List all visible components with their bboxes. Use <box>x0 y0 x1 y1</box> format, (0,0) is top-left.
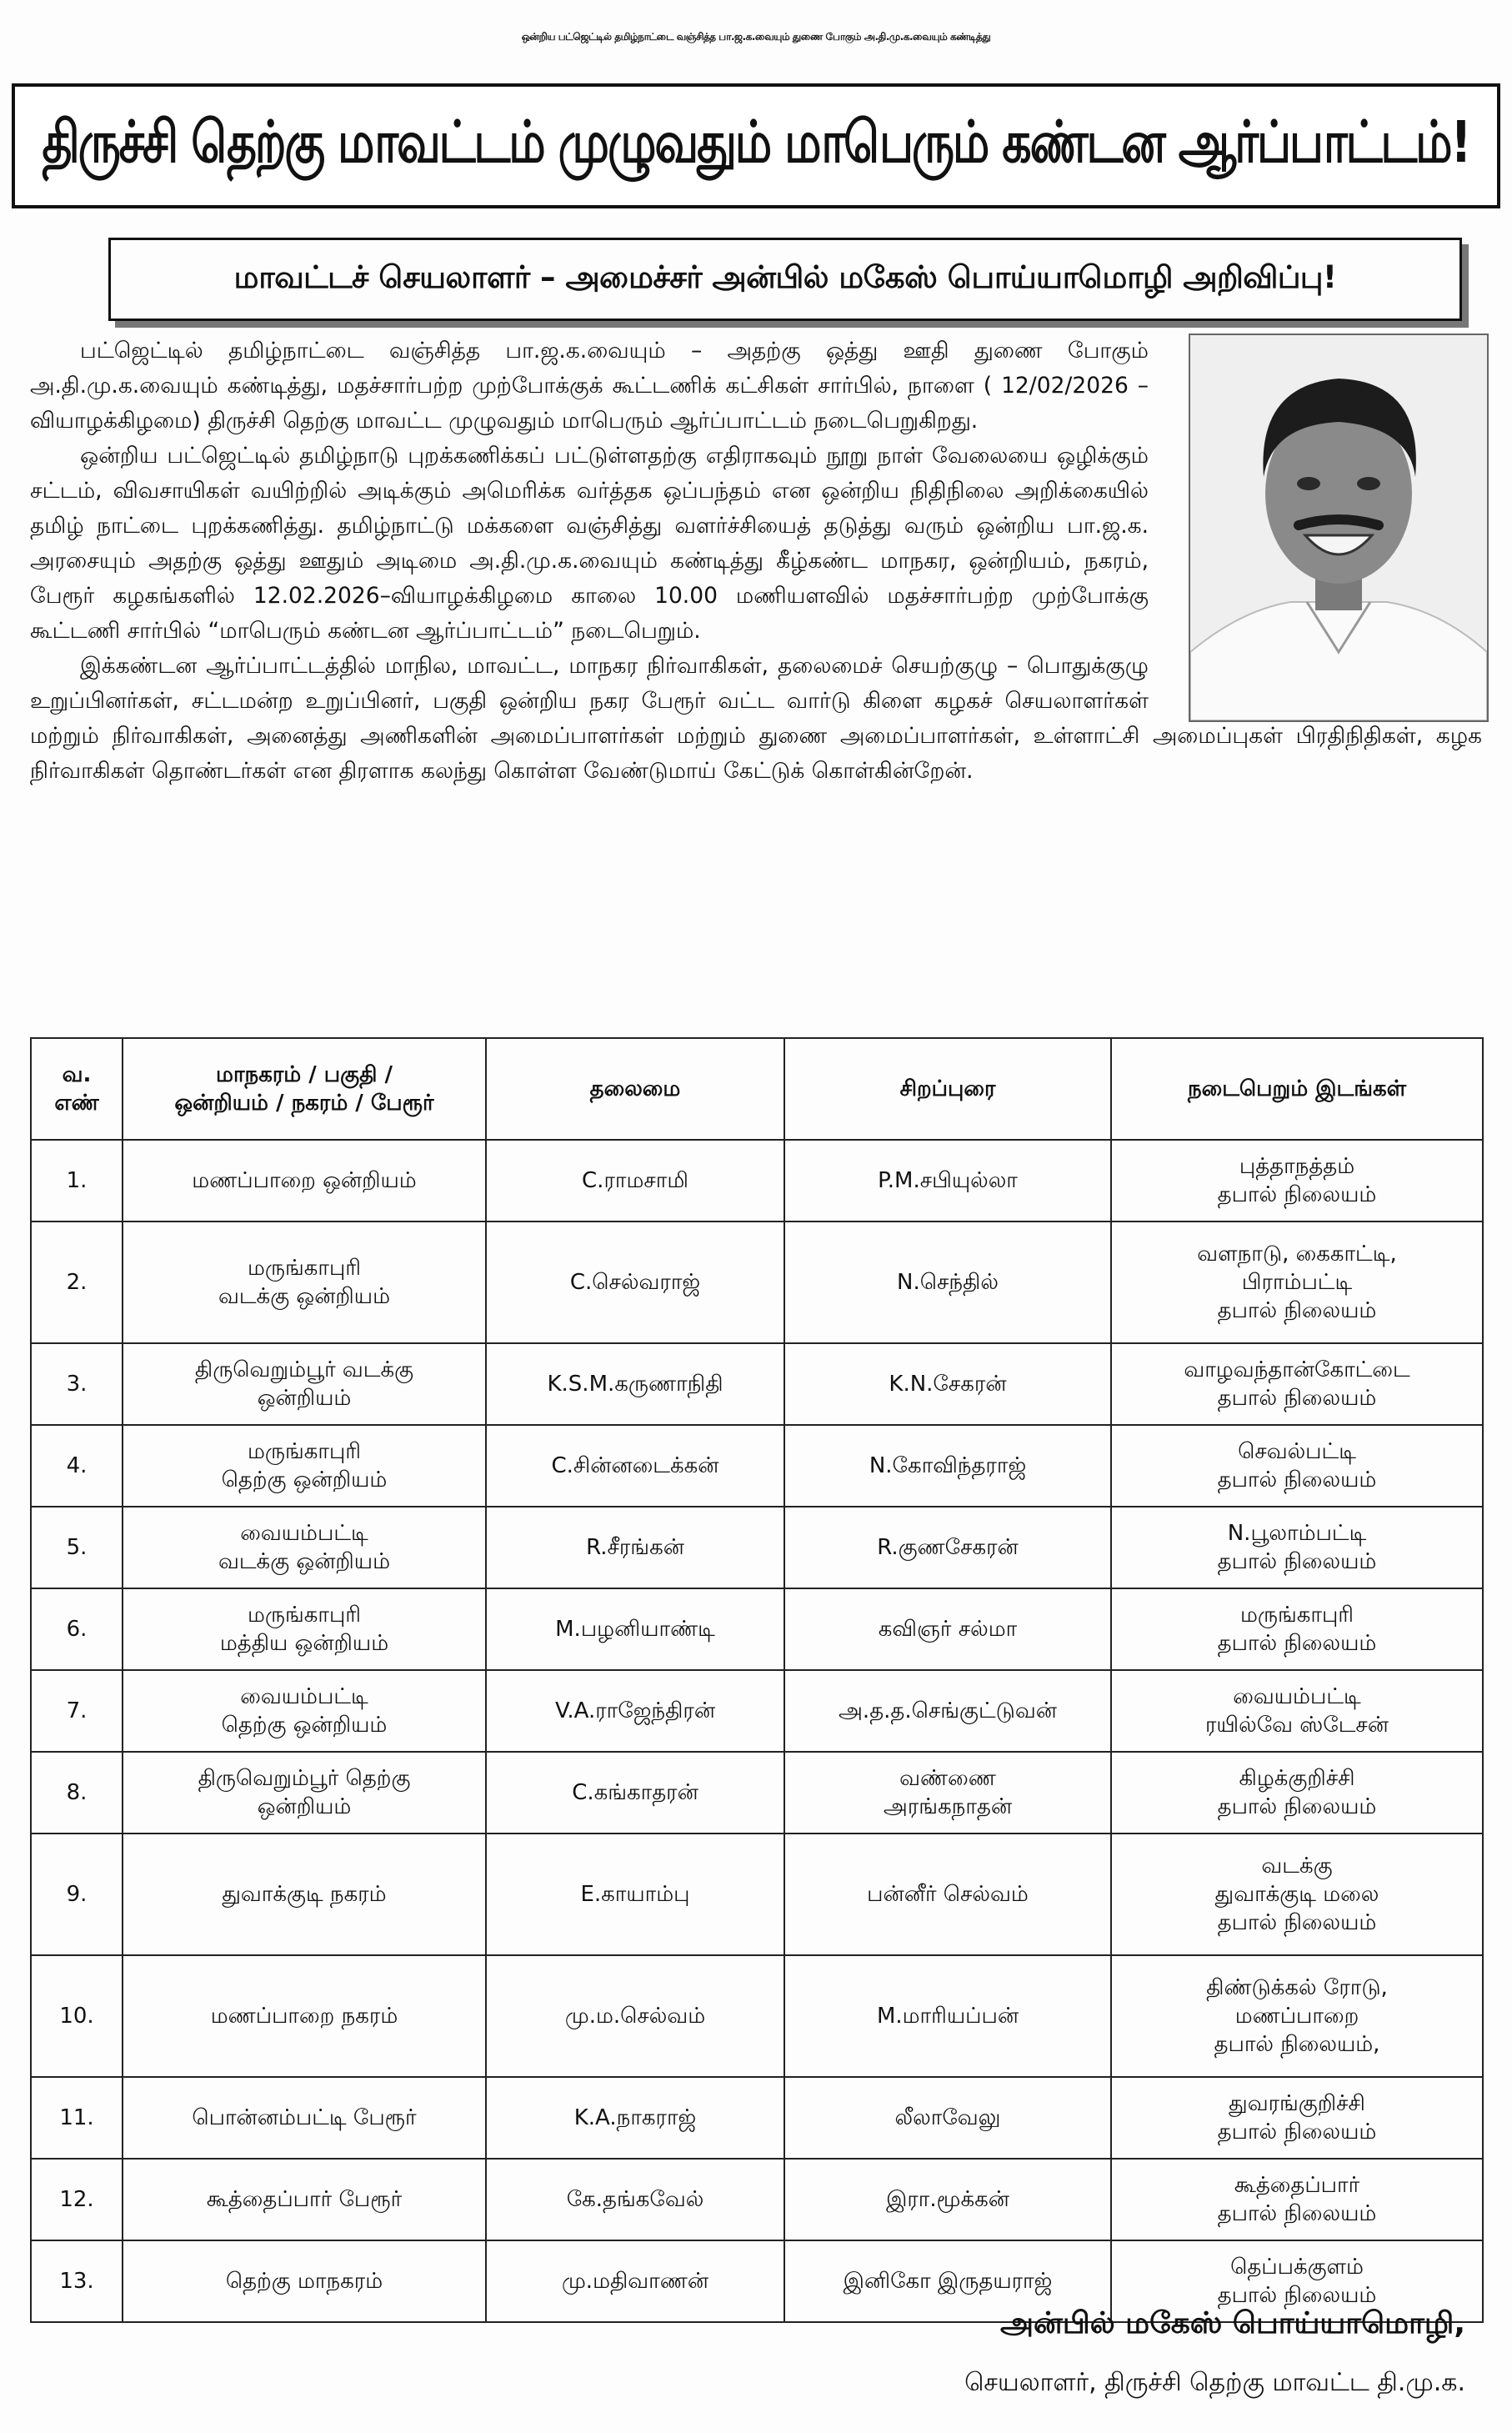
speaker-line: P.M.சபியுல்லா <box>878 1168 1018 1193</box>
leader-cell <box>486 2159 784 2240</box>
leader-cell <box>486 1343 784 1425</box>
serial-no-cell: 12. <box>31 2159 123 2240</box>
speaker-line: அரங்கநாதன் <box>883 1794 1013 1819</box>
leader-line: மு.மதிவாணன் <box>561 2269 709 2294</box>
speaker-cell <box>784 1588 1111 1670</box>
leader-cell <box>486 1752 784 1834</box>
header-venue: நடைபெறும் இடங்கள் <box>1111 1038 1483 1140</box>
speaker-cell <box>784 1425 1111 1507</box>
serial-no-cell: 11. <box>31 2077 123 2159</box>
venue-line: வாழவந்தான்கோட்டை <box>1184 1357 1410 1382</box>
area-line: மருங்காபுரி <box>247 1439 362 1464</box>
body-text <box>30 334 1482 789</box>
area-line: ஒன்றியம் <box>257 1794 352 1819</box>
venue-line: மருங்காபுரி <box>1239 1603 1354 1628</box>
area-cell <box>123 2240 486 2322</box>
venue-cell <box>1111 2159 1483 2240</box>
header-leader: தலைமை <box>486 1038 784 1140</box>
portrait-spacer <box>1149 334 1482 710</box>
venue-line: வளநாடு, கைகாட்டி, <box>1197 1242 1397 1267</box>
leader-line: M.பழனியாண்டி <box>555 1617 715 1642</box>
table-row <box>31 1140 1483 1222</box>
venue-line: திண்டுக்கல் ரோடு, <box>1206 1975 1388 2000</box>
top-headline: ஒன்றிய பட்ஜெட்டில் தமிழ்நாட்டை வஞ்சித்த பா.ஜ.க.வையும் துணை போகும் அ.தி.மு.க.வையும் கண்டித்து <box>521 31 991 43</box>
leader-line: K.S.M.கருணாநிதி <box>547 1372 723 1397</box>
paragraph-1: பட்ஜெட்டில் தமிழ்நாட்டை வஞ்சித்த பா.ஜ.க.வையும் – அதற்கு ஒத்து ஊதி துணை போகும் அ.தி.மு.க.வையும் கண்டித்து, மதச்சார்பற்ற முற்போக்குக் கூட்டணிக் கட்சிகள் சார்பில், நாளை ( 12/02/2026 – வியாழக்கிழமை) திருச்சி தெற்கு மாவட்ட முழுவதும் மாபெரும் ஆர்ப்பாட்டம் நடைபெறுகிறது. <box>30 338 1149 434</box>
leader-line: C.கங்காதரன் <box>572 1780 698 1805</box>
table-body <box>31 1140 1483 2322</box>
area-line: வையம்பட்டி <box>240 1684 368 1709</box>
signatory-role: செயலாளர், திருச்சி தெற்கு மாவட்ட தி.மு.க. <box>964 2368 1465 2397</box>
venue-line: தபால் நிலையம் <box>1217 2283 1377 2308</box>
area-cell <box>123 1425 486 1507</box>
area-cell <box>123 1752 486 1834</box>
serial-no-cell: 13. <box>31 2240 123 2322</box>
venue-line: கிழக்குறிச்சி <box>1239 1766 1355 1791</box>
leader-line: R.சீரங்கன் <box>586 1535 684 1560</box>
leader-cell <box>486 1222 784 1343</box>
area-cell <box>123 2077 486 2159</box>
speaker-cell <box>784 1222 1111 1343</box>
area-cell <box>123 1507 486 1588</box>
venue-line: செவல்பட்டி <box>1238 1439 1356 1464</box>
leader-line: மு.ம.செல்வம் <box>564 2004 706 2029</box>
venue-cell <box>1111 1222 1483 1343</box>
venue-line: துவாக்குடி மலை <box>1214 1882 1379 1907</box>
leader-line: E.காயாம்பு <box>580 1882 690 1907</box>
area-line: மத்திய ஒன்றியம் <box>219 1631 389 1656</box>
area-cell <box>123 1834 486 1955</box>
leader-line: K.A.நாகராஜ் <box>573 2105 697 2130</box>
serial-no-cell: 8. <box>31 1752 123 1834</box>
venue-line: வடக்கு <box>1261 1854 1333 1879</box>
leader-cell <box>486 1140 784 1222</box>
paragraph-3: இக்கண்டன ஆர்ப்பாட்டத்தில் மாநில, மாவட்ட, மாநகர நிர்வாகிகள், தலைமைச் செயற்குழு – பொதுக்குழு உறுப்பினர்கள், சட்டமன்ற உறுப்பினர், பகுதி ஒன்றிய நகர பேரூர் வட்ட வார்டு கிளை கழகச் செயலாளர்கள் மற்றும் நிர்வாகிகள், அனைத்து அணிகளின் அமைப்பாளர்கள் மற்றும் துணை அமைப்பாளர்கள், உள்ளாட்சி அமைப்புகள் பிரதிநிதிகள், கழக நிர்வாகிகள் தொண்டர்கள் என திரளாக கலந்து கொள்ள வேண்டுமாய் கேட்டுக் கொள்கின்றேன். <box>30 653 1482 784</box>
table-row <box>31 1588 1483 1670</box>
area-line: பொன்னம்பட்டி பேரூர் <box>192 2105 417 2130</box>
venue-cell <box>1111 1752 1483 1834</box>
venue-line: தபால் நிலையம் <box>1217 1298 1377 1323</box>
header-speaker: சிறப்புரை <box>784 1038 1111 1140</box>
area-line: தெற்கு ஒன்றியம் <box>221 1467 388 1492</box>
leader-cell <box>486 1955 784 2077</box>
venue-line: தபால் நிலையம் <box>1217 1386 1377 1411</box>
leader-cell <box>486 1670 784 1752</box>
leader-line: C.செல்வராஜ் <box>569 1270 701 1295</box>
speaker-line: N.கோவிந்தராஜ் <box>869 1453 1027 1478</box>
area-line: வடக்கு ஒன்றியம் <box>218 1549 390 1574</box>
leader-line: கே.தங்கவேல் <box>566 2187 704 2212</box>
area-line: தெற்கு மாநகரம் <box>225 2269 383 2294</box>
table-row <box>31 1343 1483 1425</box>
table-row <box>31 1955 1483 2077</box>
venue-line: தபால் நிலையம் <box>1217 2119 1377 2145</box>
announcement-text: மாவட்டச் செயலாளர் – அமைச்சர் அன்பில் மகேஸ் பொய்யாமொழி அறிவிப்பு! <box>233 259 1337 295</box>
venue-line: ரயில்வே ஸ்டேசன் <box>1205 1713 1389 1738</box>
venue-cell <box>1111 1343 1483 1425</box>
announcement-box <box>108 238 1462 321</box>
venue-line: தபால் நிலையம் <box>1217 2201 1377 2226</box>
table-header-row <box>31 1038 1483 1140</box>
leader-cell <box>486 1588 784 1670</box>
paragraph-2: ஒன்றிய பட்ஜெட்டில் தமிழ்நாடு புறக்கணிக்கப் பட்டுள்ளதற்கு எதிராகவும் நூறு நாள் வேலையை ஒழிக்கும் சட்டம், விவசாயிகள் வயிற்றில் அடிக்கும் அமெரிக்க வர்த்தக ஒப்பந்தம் என ஒன்றிய நிதிநிலை அறிக்கையில் தமிழ் நாட்டை புறக்கணித்து. தமிழ்நாட்டு மக்களை வஞ்சித்து வளர்ச்சியைத் தடுத்து வரும் ஒன்றிய பா.ஜ.க. அரசையும் அதற்கு ஒத்து ஊதும் அடிமை அ.தி.மு.க.வையும் கண்டித்து கீழ்கண்ட மாநகர, ஒன்றியம், நகரம், பேரூர் கழகங்களில் 12.02.2026–வியாழக்கிழமை காலை 10.00 மணியளவில் மதச்சார்பற்ற முற்போக்கு கூட்டணி சார்பில் “மாபெரும் கண்டன ஆர்ப்பாட்டம்” நடைபெறும். <box>30 443 1149 644</box>
banner-title: திருச்சி தெற்கு மாவட்டம் முழுவதும் மாபெரும் கண்டன ஆர்ப்பாட்டம்! <box>42 108 1470 175</box>
venue-line: தபால் நிலையம் <box>1217 1182 1377 1207</box>
speaker-cell <box>784 1955 1111 2077</box>
venue-line: தெப்பக்குளம் <box>1230 2255 1364 2280</box>
speaker-line: இனிகோ இருதயராஜ் <box>843 2269 1053 2294</box>
venue-line: N.பூலாம்பட்டி <box>1227 1521 1367 1546</box>
venue-line: புத்தாநத்தம் <box>1239 1154 1355 1179</box>
serial-no-cell: 10. <box>31 1955 123 2077</box>
speaker-line: K.N.சேகரன் <box>889 1372 1007 1397</box>
venue-line: மணப்பாறை <box>1234 2004 1359 2029</box>
venue-cell <box>1111 1670 1483 1752</box>
venue-cell <box>1111 1955 1483 2077</box>
serial-no-cell: 4. <box>31 1425 123 1507</box>
area-cell <box>123 2159 486 2240</box>
venue-cell <box>1111 1588 1483 1670</box>
area-line: துவாக்குடி நகரம் <box>222 1882 387 1907</box>
venue-line: தபால் நிலையம் <box>1217 1467 1377 1492</box>
serial-no-cell: 2. <box>31 1222 123 1343</box>
area-cell <box>123 1588 486 1670</box>
leader-cell <box>486 1425 784 1507</box>
venue-line: தபால் நிலையம் <box>1217 1794 1377 1819</box>
protest-schedule-table <box>30 1037 1484 2323</box>
speaker-line: R.குணசேகரன் <box>877 1535 1019 1560</box>
leader-line: C.சின்னடைக்கன் <box>551 1453 719 1478</box>
area-line: மருங்காபுரி <box>247 1603 362 1628</box>
table-row <box>31 2077 1483 2159</box>
header-area: மாநகரம் / பகுதி / ஒன்றியம் / நகரம் / பேரூர் <box>123 1038 486 1140</box>
venue-line: தபால் நிலையம் <box>1217 1549 1377 1574</box>
area-cell <box>123 1222 486 1343</box>
venue-cell <box>1111 1140 1483 1222</box>
leader-cell <box>486 1834 784 1955</box>
area-line: ஒன்றியம் <box>257 1386 352 1411</box>
speaker-cell <box>784 1343 1111 1425</box>
leader-cell <box>486 2077 784 2159</box>
speaker-line: M.மாரியப்பன் <box>876 2004 1019 2029</box>
serial-no-cell: 6. <box>31 1588 123 1670</box>
area-line: மருங்காபுரி <box>247 1256 362 1281</box>
banner-box <box>12 83 1500 208</box>
area-line: மணப்பாறை ஒன்றியம் <box>192 1168 417 1193</box>
area-line: கூத்தைப்பார் பேரூர் <box>206 2187 403 2212</box>
area-cell <box>123 1955 486 2077</box>
table-row <box>31 2159 1483 2240</box>
area-line: வடக்கு ஒன்றியம் <box>218 1284 390 1309</box>
table-row <box>31 1670 1483 1752</box>
speaker-cell <box>784 1140 1111 1222</box>
area-cell <box>123 1140 486 1222</box>
speaker-cell <box>784 1507 1111 1588</box>
venue-line: தபால் நிலையம் <box>1217 1631 1377 1656</box>
table-row <box>31 1507 1483 1588</box>
area-cell <box>123 1343 486 1425</box>
speaker-cell <box>784 2159 1111 2240</box>
leader-line: V.A.ராஜேந்திரன் <box>554 1698 716 1723</box>
area-line: வையம்பட்டி <box>240 1521 368 1546</box>
serial-no-cell: 1. <box>31 1140 123 1222</box>
venue-line: தபால் நிலையம் <box>1217 1910 1377 1935</box>
speaker-cell <box>784 1834 1111 1955</box>
venue-line: தபால் நிலையம், <box>1214 2032 1380 2057</box>
speaker-line: இரா.மூக்கன் <box>886 2187 1009 2212</box>
signatory-name: அன்பில் மகேஸ் பொய்யாமொழி, <box>1000 2306 1465 2340</box>
area-line: மணப்பாறை நகரம் <box>210 2004 398 2029</box>
serial-no-cell: 9. <box>31 1834 123 1955</box>
venue-cell <box>1111 2077 1483 2159</box>
venue-line: வையம்பட்டி <box>1233 1684 1361 1709</box>
area-cell <box>123 1670 486 1752</box>
venue-cell <box>1111 1507 1483 1588</box>
serial-no-cell: 3. <box>31 1343 123 1425</box>
speaker-line: கவிஞர் சல்மா <box>878 1617 1018 1642</box>
table-row <box>31 1222 1483 1343</box>
area-line: திருவெறும்பூர் வடக்கு <box>194 1357 414 1382</box>
venue-line: கூத்தைப்பார் <box>1234 2173 1360 2198</box>
speaker-line: அ.த.த.செங்குட்டுவன் <box>839 1698 1057 1723</box>
leader-cell <box>486 1507 784 1588</box>
speaker-cell <box>784 2077 1111 2159</box>
table-row <box>31 1834 1483 1955</box>
venue-line: பிராம்பட்டி <box>1241 1270 1353 1295</box>
area-line: திருவெறும்பூர் தெற்கு <box>198 1766 411 1791</box>
speaker-line: N.செந்தில் <box>897 1270 999 1295</box>
venue-line: துவரங்குறிச்சி <box>1229 2091 1365 2116</box>
speaker-line: பன்னீர் செல்வம் <box>867 1882 1029 1907</box>
serial-no-cell: 7. <box>31 1670 123 1752</box>
serial-no-cell: 5. <box>31 1507 123 1588</box>
header-serial-no: வ. எண் <box>31 1038 123 1140</box>
speaker-line: லீலாவேலு <box>894 2105 1001 2130</box>
speaker-cell <box>784 1752 1111 1834</box>
table-row <box>31 1425 1483 1507</box>
leader-cell <box>486 2240 784 2322</box>
speaker-line: வண்ணை <box>899 1766 996 1791</box>
venue-cell <box>1111 1425 1483 1507</box>
table-row <box>31 1752 1483 1834</box>
venue-cell <box>1111 1834 1483 1955</box>
leader-line: C.ராமசாமி <box>582 1168 688 1193</box>
speaker-cell <box>784 1670 1111 1752</box>
area-line: தெற்கு ஒன்றியம் <box>221 1713 388 1738</box>
